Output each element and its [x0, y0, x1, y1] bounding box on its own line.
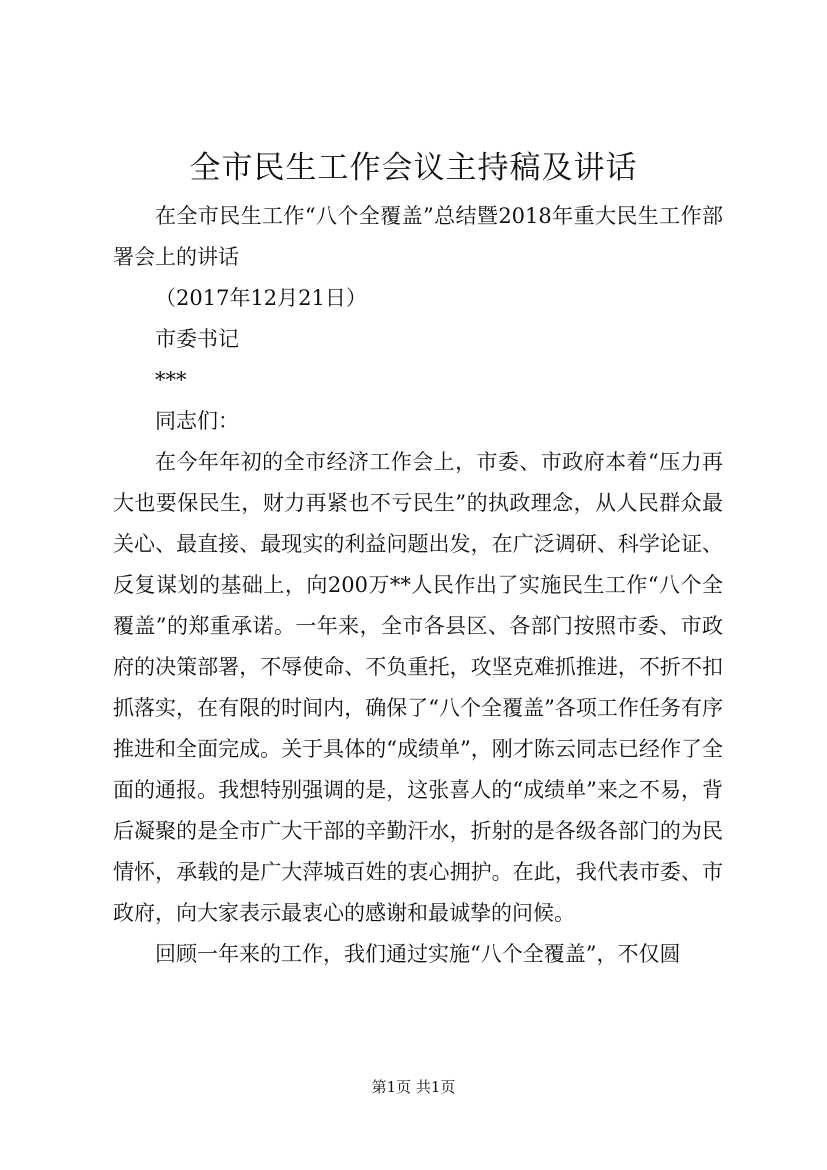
document-body — [113, 196, 723, 975]
speaker-name-redacted: *** — [155, 368, 187, 392]
speech-heading: 在全市民生工作“八个全覆盖”总结暨2018年重大民生工作部署会上的讲话 — [113, 204, 723, 269]
speaker-title: 市委书记 — [155, 327, 239, 351]
speech-date: （2017年12月21日） — [155, 286, 367, 310]
salutation: 同志们： — [155, 409, 239, 433]
page-number-footer: 第1页 共1页 — [371, 1078, 456, 1096]
body-paragraph: 在今年年初的全市经济工作会上，市委、市政府本着“压力再大也要保民生，财力再紧也不亏民生”的执政理念，从人民群众最关心、最直接、最现实的利益问题出发，在广泛调研、科学论证、反复谋划的基础上，向200万**人民作出了实施民生工作“八个全覆盖”的郑重承诺。一年来，全市各县区、各部门按照市委、市政府的决策部署，不辱使命、不负重托，攻坚克难抓推进，不折不扣抓落实，在有限的时间内，确保了“八个全覆盖”各项工作任务有序推进和全面完成。关于具体的“成绩单”，刚才陈云同志已经作了全面的通报。我想特别强调的是，这张喜人的“成绩单”来之不易，背后凝聚的是全市广大干部的辛勤汗水，折射的是各级各部门的为民情怀，承载的是广大萍城百姓的衷心拥护。在此，我代表市委、市政府，向大家表示最衷心的感谢和最诚挚的问候。 — [113, 450, 723, 925]
body-paragraph: 回顾一年来的工作，我们通过实施“八个全覆盖”，不仅圆 — [155, 942, 681, 966]
document-title: 全市民生工作会议主持稿及讲话 — [189, 150, 638, 186]
